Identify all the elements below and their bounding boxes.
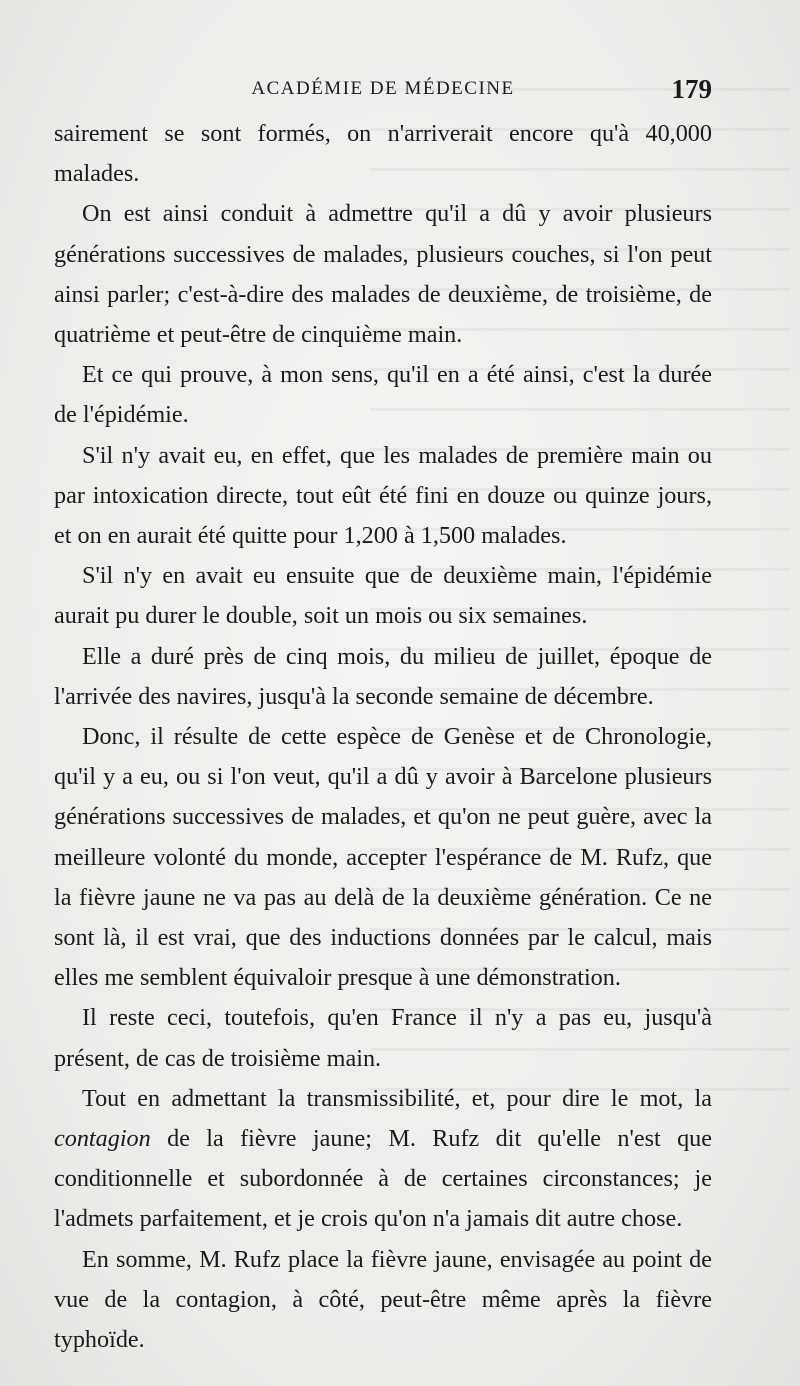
running-title: ACADÉMIE DE MÉDECINE [251,78,515,99]
page-header [54,74,712,106]
paragraph [54,998,712,1078]
paragraph-text: On est ainsi conduit à admettre qu'il a dû y avoir plusieurs générations successives de malades, plusieurs couches, si l'on peut ainsi parler; c'est-à-dire des malades de deuxième, de troisième, de quatrième et peut-être de cinquième main. [54,200,712,349]
page-number: 179 [671,74,712,104]
paragraph-text: S'il n'y avait eu, en effet, que les malades de première main ou par intoxication directe, tout eût été fini en douze ou quinze jours, et on en aurait été quitte pour 1,200 à 1,500 malades. [54,441,712,550]
paragraph-text: de la fièvre jaune; M. Rufz dit qu'elle n'est que conditionnelle et subordonnée à de certaines circonstances; je l'admets parfaitement, et je crois qu'on n'a jamais dit autre chose. [54,1125,712,1233]
paragraph-text: Donc, il résulte de cette espèce de Genèse et de Chronologie, qu'il y a eu, ou si l'on veut, qu'il a dû y avoir à Barcelone plusieurs générations successives de malades, et qu'on ne peut guère, avec la meilleure volonté du monde, accepter l'espérance de M. Rufz, que la fièvre jaune ne va pas au delà de la deuxième génération. Ce ne sont là, il est vrai, que des inductions données par le calcul, mais elles me semblent équivaloir presque à une démonstration. [54,723,712,992]
paragraph-text: S'il n'y en avait eu ensuite que de deuxième main, l'épidémie aurait pu durer le double, soit un mois ou six semaines. [54,562,712,630]
paragraph-text: Et ce qui prouve, à mon sens, qu'il en a été ainsi, c'est la durée de l'épidémie. [54,361,712,429]
paragraph-text: Tout en admettant la transmissibilité, et, pour dire le mot, la [82,1084,712,1112]
paragraph-text: En somme, M. Rufz place la fièvre jaune, envisagée au point de vue de la contagion, à côté, peut-être même après la fièvre typhoïde. [54,1245,712,1354]
paragraph [54,637,712,717]
paragraph [54,556,712,636]
paragraph [54,1079,712,1240]
body-text [54,114,712,1360]
paragraph [54,194,712,355]
paragraph [54,436,712,557]
paragraph-text: sairement se sont formés, on n'arriverait encore qu'à 40,000 malades. [54,120,712,188]
paragraph [54,1240,712,1361]
paragraph [54,717,712,998]
paragraph-text: Il reste ceci, toutefois, qu'en France il n'y a pas eu, jusqu'à présent, de cas de troisième main. [54,1004,712,1072]
paragraph [54,355,712,435]
paragraph-text: Elle a duré près de cinq mois, du milieu de juillet, époque de l'arrivée des navires, jusqu'à la seconde semaine de décembre. [54,642,712,710]
paragraph [54,114,712,194]
italic-text: contagion [54,1125,151,1153]
